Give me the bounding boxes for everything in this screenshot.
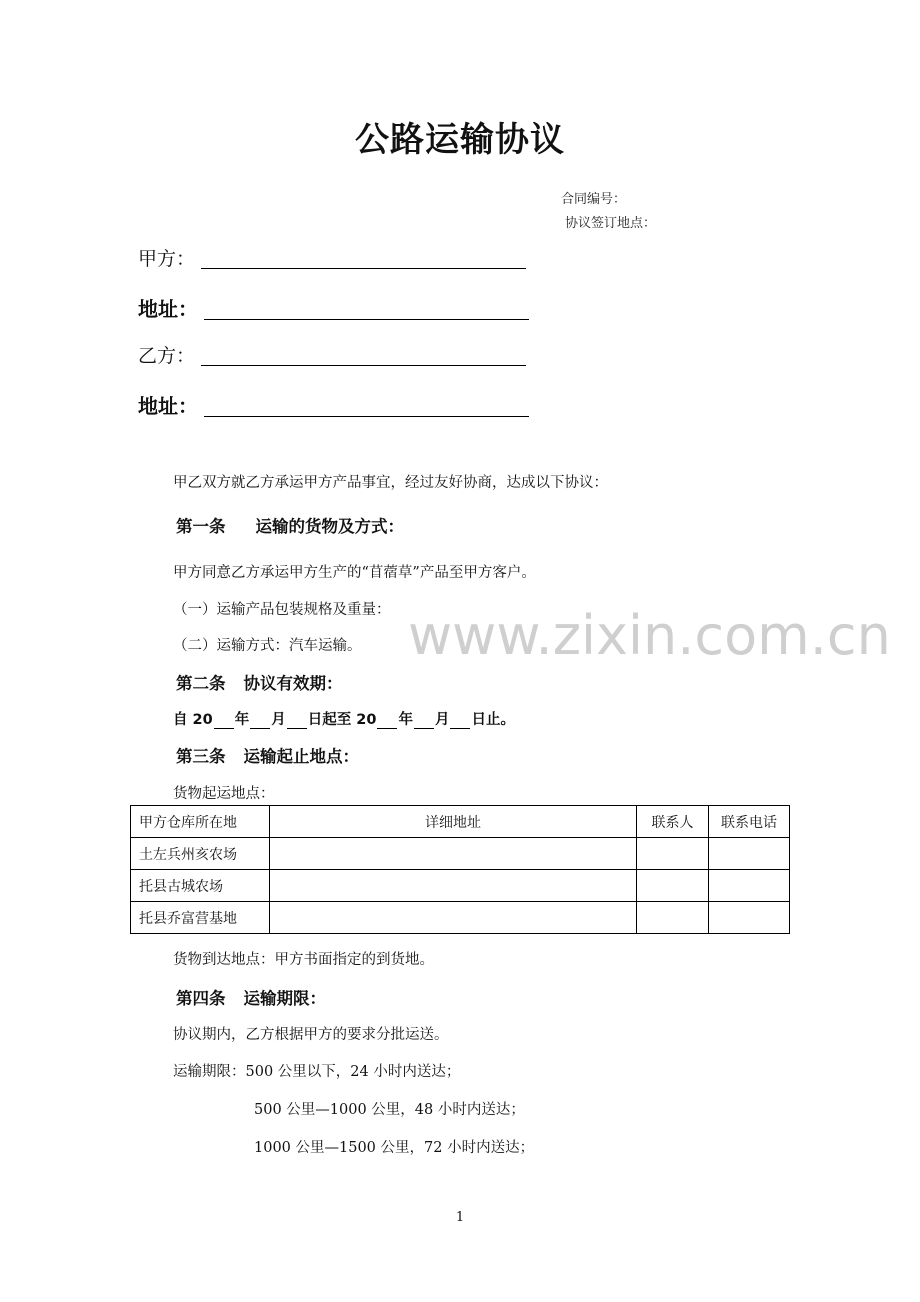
cell-phone (709, 870, 790, 902)
document-title: 公路运输协议 (355, 120, 565, 160)
article-1-paragraph-2: （一）运输产品包装规格及重量： (173, 602, 391, 618)
cell-contact (637, 902, 709, 934)
header-contact: 联系人 (637, 806, 709, 838)
origin-table (130, 805, 790, 934)
party-b-row (138, 341, 526, 368)
table-row (131, 902, 790, 934)
cell-phone (709, 838, 790, 870)
page-number: 1 (455, 1210, 465, 1225)
blank (377, 714, 397, 729)
header-warehouse: 甲方仓库所在地 (131, 806, 270, 838)
month2-text: 月 (434, 712, 450, 728)
cell-address (270, 838, 637, 870)
contract-number-label: 合同编号： (561, 192, 627, 207)
cell-contact (637, 870, 709, 902)
transport-limit-label: 运输期限： (173, 1064, 246, 1080)
article-1-heading (176, 513, 404, 537)
validity-period-line (173, 708, 515, 729)
blank (250, 714, 270, 729)
party-a-row (138, 244, 526, 271)
transport-limit-item: 1000 公里—1500 公里，72 小时内送达； (254, 1140, 535, 1156)
blank (287, 714, 307, 729)
origin-label: 货物起运地点： (173, 786, 275, 802)
cell-address (270, 870, 637, 902)
header-phone: 联系电话 (709, 806, 790, 838)
article-2-heading (176, 670, 343, 694)
article-3-number: 第三条 (176, 747, 226, 766)
year-text: 年 (234, 712, 250, 728)
validity-from-text: 自 20 (173, 712, 213, 728)
table-header-row (131, 806, 790, 838)
article-4-heading (176, 985, 326, 1009)
transport-limit-item: 500 公里以下，24 小时内送达； (245, 1064, 461, 1080)
cell-warehouse: 土左兵州亥农场 (131, 838, 270, 870)
article-2-title: 协议有效期： (243, 674, 343, 693)
article-4-number: 第四条 (176, 989, 226, 1008)
party-b-blank (201, 343, 526, 366)
article-2-number: 第二条 (176, 674, 226, 693)
cell-contact (637, 838, 709, 870)
cell-warehouse: 托县古城农场 (131, 870, 270, 902)
cell-address (270, 902, 637, 934)
party-a-label: 甲方： (138, 248, 196, 270)
blank (450, 714, 470, 729)
transport-limit-row-1 (173, 1060, 460, 1081)
watermark: www.zixin.com.cn (408, 604, 891, 667)
article-4-title: 运输期限： (243, 989, 326, 1008)
table-row (131, 870, 790, 902)
party-a-blank (201, 246, 526, 269)
transport-limit-item: 500 公里—1000 公里，48 小时内送达； (254, 1102, 525, 1118)
article-1-paragraph-3: （二）运输方式：汽车运输。 (173, 638, 362, 654)
article-3-heading (176, 743, 359, 767)
party-b-label: 乙方： (138, 345, 196, 367)
cell-warehouse: 托县乔富营基地 (131, 902, 270, 934)
party-b-address-blank (204, 394, 529, 417)
intro-paragraph: 甲乙双方就乙方承运甲方产品事宜，经过友好协商，达成以下协议： (173, 475, 608, 491)
blank (214, 714, 234, 729)
day-to-text: 日止。 (471, 712, 515, 728)
cell-phone (709, 902, 790, 934)
sign-place-label: 协议签订地点： (565, 216, 657, 231)
party-b-address-label: 地址： (138, 394, 198, 418)
party-a-address-blank (204, 297, 529, 320)
month-text: 月 (271, 712, 286, 728)
year2-text: 年 (398, 712, 413, 728)
article-1-paragraph-1: 甲方同意乙方承运甲方生产的“苜蓿草”产品至甲方客户。 (173, 565, 536, 581)
party-a-address-label: 地址： (138, 297, 198, 321)
party-b-address-row (138, 390, 529, 419)
destination-paragraph: 货物到达地点：甲方书面指定的到货地。 (173, 952, 434, 968)
header-address: 详细地址 (270, 806, 637, 838)
article-4-paragraph-1: 协议期内，乙方根据甲方的要求分批运送。 (173, 1027, 449, 1043)
article-3-title: 运输起止地点： (243, 747, 359, 766)
article-1-title: 运输的货物及方式： (255, 517, 404, 536)
article-1-number: 第一条 (176, 517, 226, 536)
party-a-address-row (138, 293, 529, 322)
day-from-text: 日起至 20 (307, 712, 377, 728)
blank (414, 714, 434, 729)
table-row (131, 838, 790, 870)
